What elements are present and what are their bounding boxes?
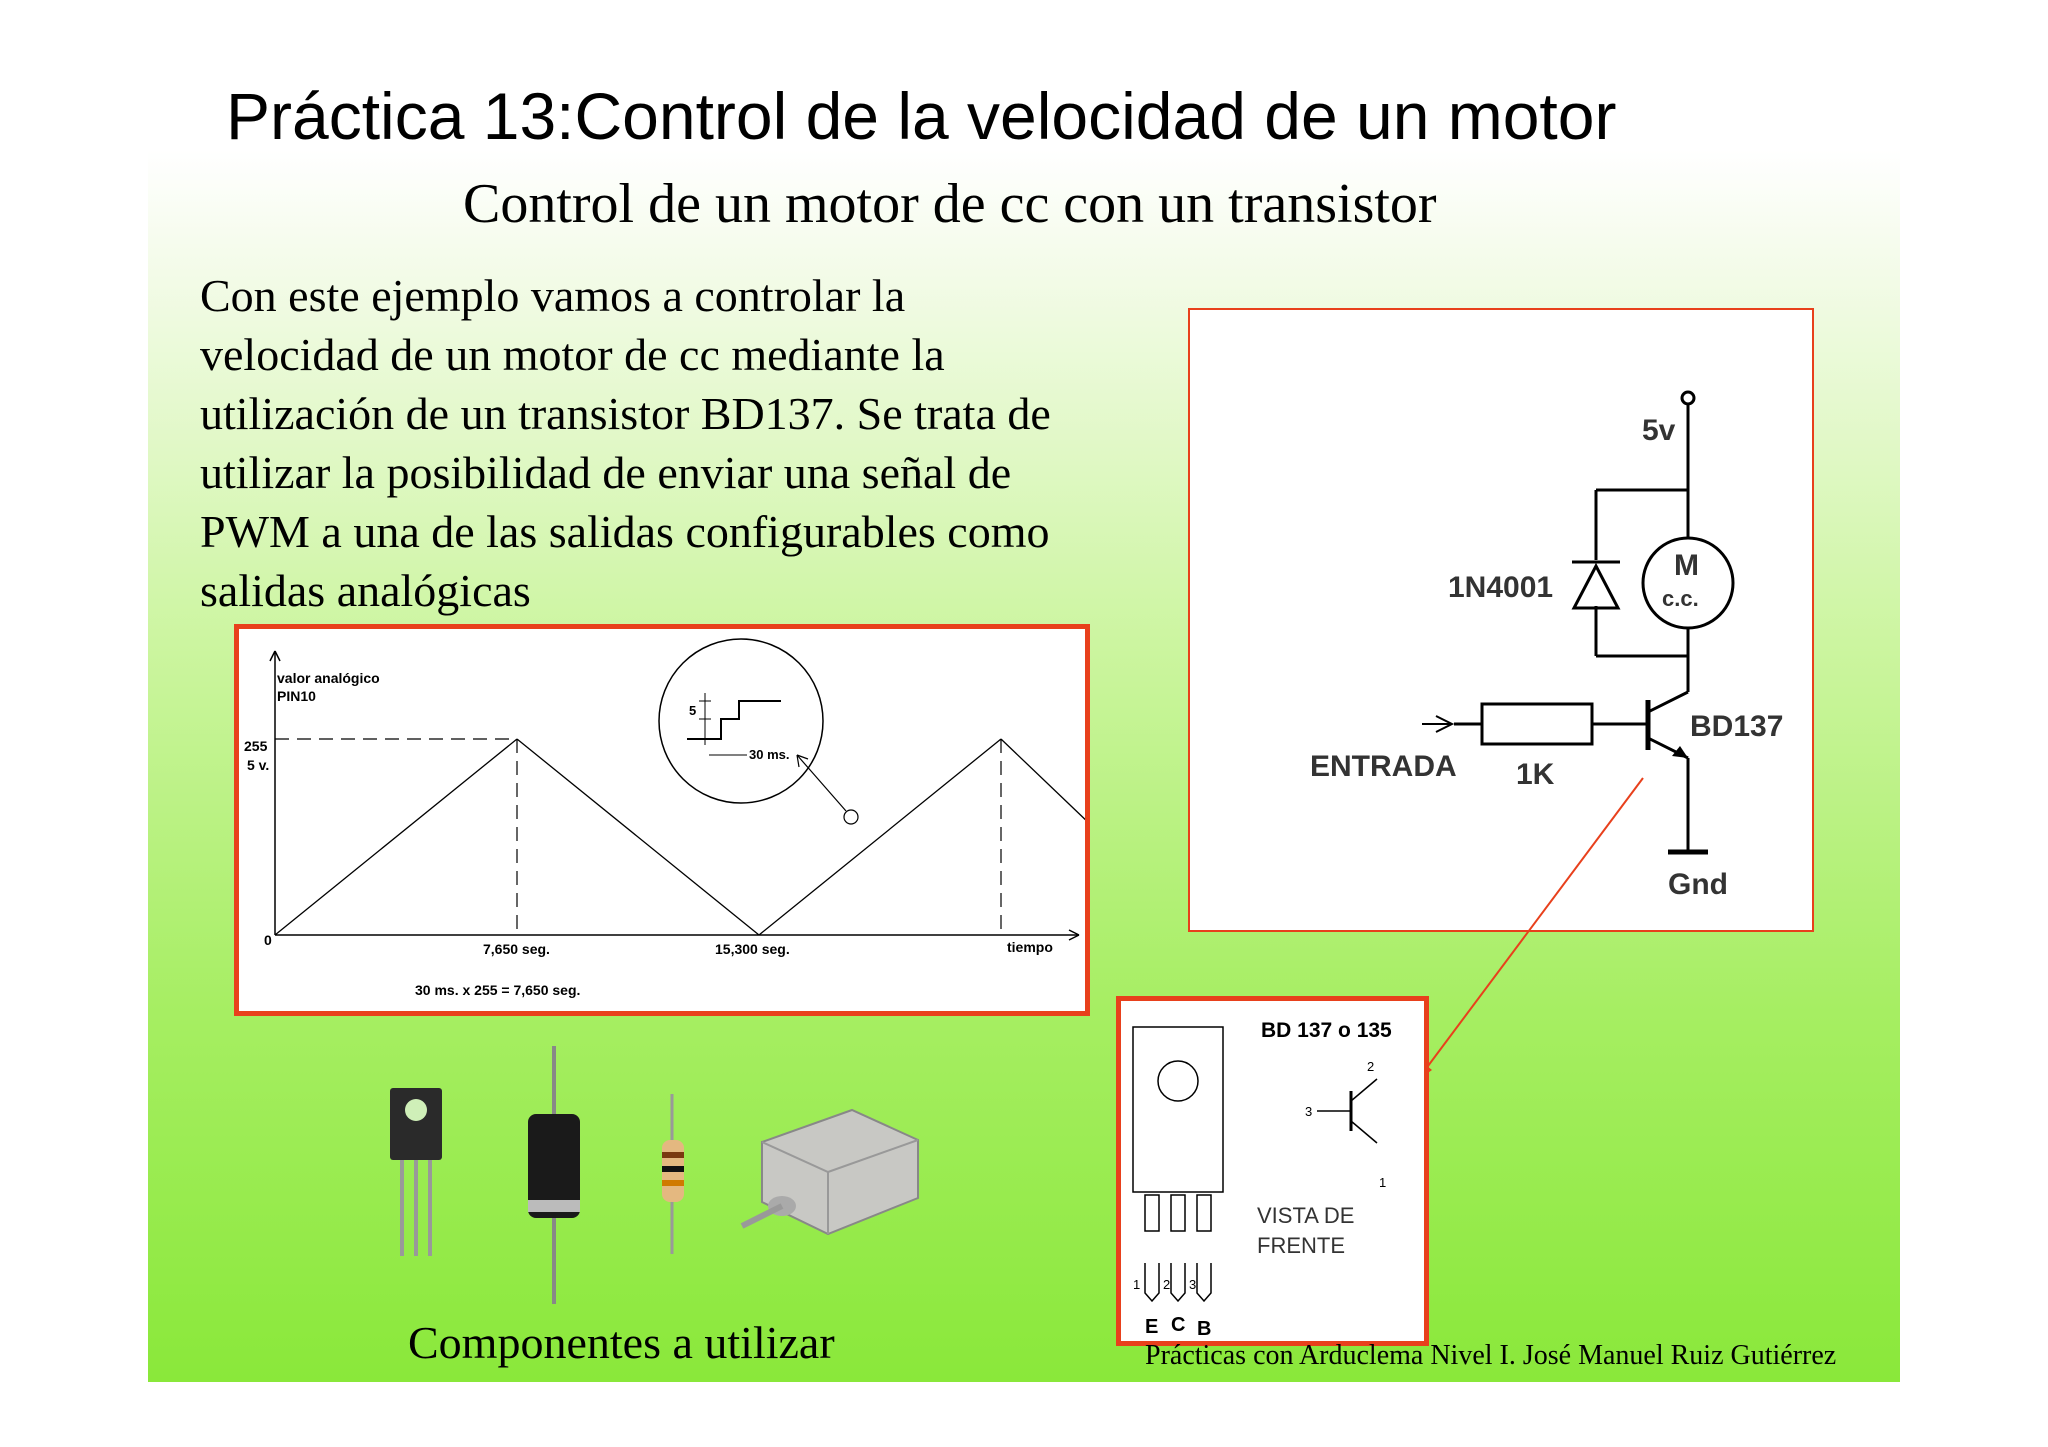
pin-lead [1197, 1195, 1211, 1231]
resistor-photo [662, 1094, 684, 1254]
description-line: utilización de un transistor BD137. Se trata de [200, 388, 1051, 439]
motor-shaft [742, 1206, 782, 1226]
x-tick-label: 15,300 seg. [715, 941, 790, 957]
pin-number: 3 [1305, 1104, 1313, 1119]
view-label: VISTA DE [1257, 1203, 1355, 1228]
zoom-staircase [687, 701, 781, 739]
pwm-chart [234, 624, 1090, 1016]
input-label: ENTRADA [1310, 750, 1457, 783]
series-segment [1001, 739, 1085, 831]
zoom-pointer-line [797, 755, 846, 811]
description-line: Con este ejemplo vamos a controlar la [200, 270, 906, 321]
diode-label: 1N4001 [1448, 571, 1554, 604]
pinout-title: BD 137 o 135 [1261, 1019, 1392, 1042]
resistor-symbol [1482, 704, 1592, 744]
footer-credit: Prácticas con Arduclema Nivel I. José Manuel Ruiz Gutiérrez [1145, 1340, 1837, 1371]
input-arrow [1422, 716, 1452, 732]
transistor-collector [1648, 692, 1688, 712]
resistor-band [662, 1152, 684, 1158]
supply-terminal [1682, 392, 1694, 404]
zoom-target-circle [844, 810, 858, 824]
symbol-collector [1351, 1079, 1377, 1101]
pin-tip [1145, 1263, 1159, 1301]
components-caption: Componentes a utilizar [408, 1317, 835, 1368]
resistor-label: 1K [1516, 758, 1555, 791]
series-segment [759, 739, 1001, 935]
y-tick-label: 5 v. [247, 757, 270, 773]
transistor-package [1133, 1027, 1223, 1192]
chart-marks [275, 739, 1085, 935]
zoom-circle [659, 639, 823, 803]
description-line: PWM a una de las salidas configurables como [200, 506, 1050, 557]
motor-photo [742, 1110, 918, 1234]
transistor-photo [390, 1088, 442, 1256]
diode-symbol [1574, 566, 1618, 608]
pin-number: 3 [1189, 1277, 1197, 1292]
description-line: salidas analógicas [200, 565, 531, 616]
motor-type-label: c.c. [1662, 586, 1699, 611]
components-illustration [370, 1040, 930, 1310]
pin-number: 1 [1133, 1277, 1141, 1292]
y-tick-label: 255 [244, 738, 268, 754]
resistor-band [662, 1180, 684, 1186]
origin-label: 0 [264, 932, 272, 948]
pin-lead [1145, 1195, 1159, 1231]
pin-tip [1171, 1263, 1185, 1301]
zoom-time-label: 30 ms. [749, 747, 790, 762]
pin-label-b: B [1197, 1318, 1212, 1340]
pin-number: 2 [1367, 1059, 1375, 1074]
pointer-arrow [1400, 770, 1660, 1090]
pwm-chart-svg [239, 629, 1085, 1011]
series-segment [275, 739, 517, 935]
zoom-detail [659, 639, 858, 824]
y-axis-label-pin: PIN10 [277, 688, 316, 704]
motor-label: M [1674, 549, 1699, 582]
page-title: Práctica 13:Control de la velocidad de un motor [226, 79, 1617, 153]
x-tick-label: 7,650 seg. [483, 941, 550, 957]
symbol-emitter [1351, 1121, 1377, 1143]
pin-tip [1197, 1263, 1211, 1301]
diode-band [528, 1200, 580, 1212]
transistor-hole [405, 1099, 427, 1121]
pointer-line [1422, 778, 1643, 1074]
pinout-svg [1121, 1001, 1424, 1341]
description-line: velocidad de un motor de cc mediante la [200, 329, 945, 380]
pinout-diagram [1116, 996, 1429, 1346]
pin-number: 1 [1379, 1175, 1387, 1190]
chart-axes [270, 651, 1079, 940]
zoom-step-label: 5 [689, 703, 697, 718]
view-label: FRENTE [1257, 1233, 1345, 1258]
mounting-hole [1158, 1061, 1198, 1101]
transistor-body [390, 1088, 442, 1160]
transistor-label: BD137 [1690, 710, 1784, 743]
pin-number: 2 [1163, 1277, 1171, 1292]
series-segment [517, 739, 759, 935]
ground-label: Gnd [1668, 868, 1728, 901]
resistor-band [662, 1166, 684, 1172]
pin-label-c: C [1171, 1314, 1186, 1336]
supply-label: 5v [1642, 414, 1676, 447]
description-text [200, 266, 1120, 620]
diode-photo [528, 1046, 580, 1304]
pin-label-e: E [1145, 1316, 1159, 1338]
page-subtitle: Control de un motor de cc con un transistor [463, 173, 1437, 235]
formula-label: 30 ms. x 255 = 7,650 seg. [415, 982, 581, 998]
pin-lead [1171, 1195, 1185, 1231]
x-axis-label: tiempo [1007, 939, 1053, 955]
y-axis-label: valor analógico [277, 670, 380, 686]
description-line: utilizar la posibilidad de enviar una señal de [200, 447, 1012, 498]
